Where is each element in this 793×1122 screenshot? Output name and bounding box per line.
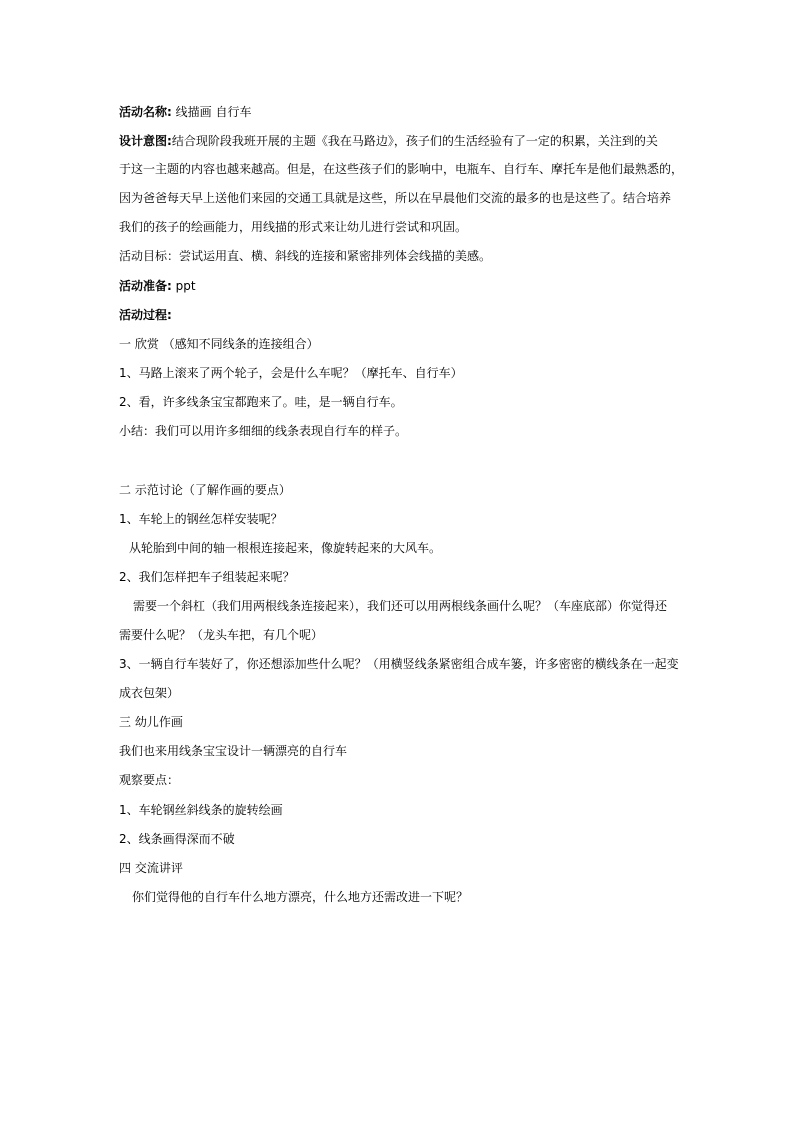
activity-prep-value: ppt: [175, 279, 196, 293]
activity-name: [119, 104, 251, 120]
activity-prep: [119, 278, 196, 294]
activity-prep-label: 活动准备:: [119, 279, 172, 293]
section-2-question-2: 2、我们怎样把车子组装起来呢？: [119, 570, 295, 584]
section-1-question-2: 2、看，许多线条宝宝都跑来了。哇，是一辆自行车。: [119, 395, 403, 409]
section-2-answer-2-line-2: 需要什么呢？（龙头车把，有几个呢）: [119, 628, 324, 642]
section-3-observation-2: 2、线条画得深而不破: [119, 832, 235, 846]
section-3-title: 三 幼儿作画: [119, 715, 183, 729]
design-intent-label: 设计意图:: [119, 134, 172, 148]
section-2-question-3-line-1: 3、一辆自行车装好了，你还想添加些什么呢？（用横竖线条紧密组合成车篓，许多密密的横线条在一起变: [119, 657, 679, 671]
design-intent-line-3: 因为爸爸每天早上送他们来园的交通工具就是这些，所以在早晨他们交流的最多的也是这些了。结合培养: [119, 191, 672, 205]
activity-name-label: 活动名称:: [119, 105, 172, 119]
section-3-observation-1: 1、车轮钢丝斜线条的旋转绘画: [119, 803, 283, 817]
section-4-line-1: 你们觉得他的自行车什么地方漂亮，什么地方还需改进一下呢？: [132, 890, 469, 904]
section-2-question-1: 1、车轮上的钢丝怎样安装呢？: [119, 512, 283, 526]
activity-process-label: 活动过程:: [119, 308, 172, 322]
section-1-question-1: 1、马路上滚来了两个轮子，会是什么车呢？（摩托车、自行车）: [119, 366, 463, 380]
section-2-answer-2-line-1: 需要一个斜杠（我们用两根线条连接起来），我们还可以用两根线条画什么呢？（车座底部）你觉得还: [133, 599, 668, 613]
design-intent-line-4: 我们的孩子的绘画能力，用线描的形式来让幼儿进行尝试和巩固。: [119, 220, 468, 234]
design-intent-line-1: [119, 133, 658, 149]
section-1-title: 一 欣赏 （感知不同线条的连接组合）: [119, 337, 319, 351]
section-2-answer-1: 从轮胎到中间的轴一根根连接起来，像旋转起来的大风车。: [129, 541, 442, 555]
section-1-summary: 小结：我们可以用许多细细的线条表现自行车的样子。: [119, 424, 408, 438]
activity-goal: 活动目标：尝试运用直、横、斜线的连接和紧密排列体会线描的美感。: [119, 249, 492, 263]
design-intent-line-2: 于这一主题的内容也越来越高。但是，在这些孩子们的影响中，电瓶车、自行车、摩托车是他们最熟悉的，: [119, 162, 684, 176]
section-3-observation-label: 观察要点：: [119, 773, 180, 787]
section-2-title: 二 示范讨论（了解作画的要点）: [119, 483, 291, 497]
section-2-question-3-line-2: 成衣包架）: [119, 686, 180, 700]
activity-name-value: 线描画 自行车: [175, 105, 252, 119]
design-intent-text: 结合现阶段我班开展的主题《我在马路边》，孩子们的生活经验有了一定的积累，关注到的关: [171, 134, 658, 148]
section-3-line-1: 我们也来用线条宝宝设计一辆漂亮的自行车: [119, 744, 348, 758]
section-4-title: 四 交流讲评: [119, 861, 183, 875]
